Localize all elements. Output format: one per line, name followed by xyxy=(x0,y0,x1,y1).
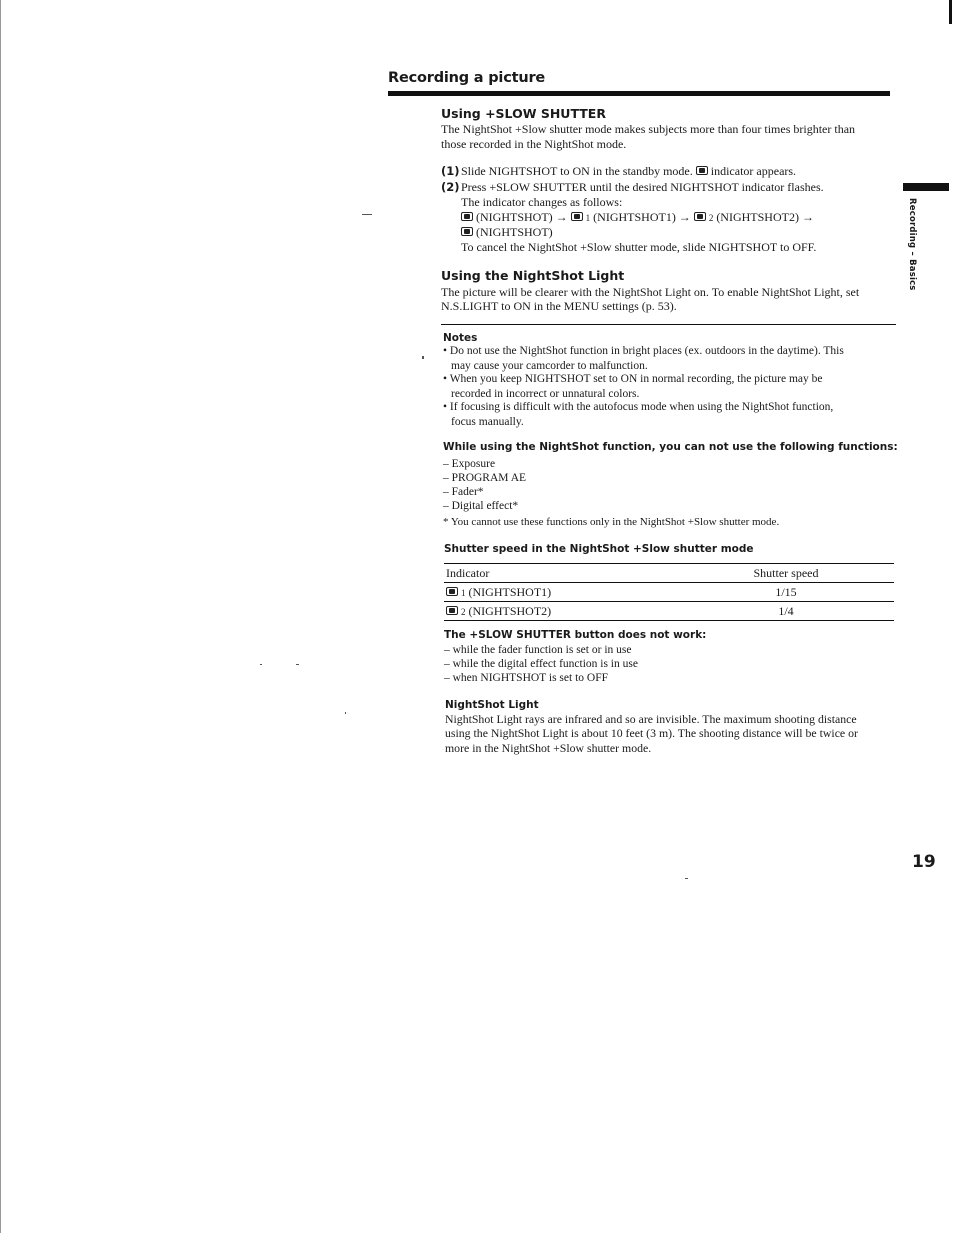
restrictions-footnote: * You cannot use these functions only in the NightShot +Slow shutter mode. xyxy=(443,516,780,528)
nightshot-light-line-2: N.S.LIGHT to ON in the MENU settings (p. 53). xyxy=(441,299,677,313)
restriction-item: – Digital effect* xyxy=(443,500,519,512)
light-info-heading: NightShot Light xyxy=(445,699,539,711)
seq-2-sub: 1 xyxy=(585,213,591,223)
seq-3: (NIGHTSHOT2) → xyxy=(716,210,814,224)
speed-cell: 1/15 xyxy=(678,583,894,602)
not-work-item: – while the digital effect function is in use xyxy=(444,658,638,670)
nightshot1-indicator-icon xyxy=(571,212,583,221)
note-line-1: Do not use the NightShot function in bright places (ex. outdoors in the daytime). This xyxy=(449,345,844,357)
bullet: • xyxy=(443,373,448,385)
nightshot2-indicator-icon xyxy=(694,212,706,221)
step-2 xyxy=(441,180,824,195)
step-1 xyxy=(441,164,796,179)
nightshot-indicator-icon xyxy=(696,166,708,175)
step-1-text-a: Slide NIGHTSHOT to ON in the standby mode. xyxy=(461,164,693,178)
table-row xyxy=(444,602,894,621)
restriction-item: – Exposure xyxy=(443,458,496,470)
nightshot-indicator-icon xyxy=(461,227,473,236)
restrictions-heading: While using the NightShot function, you can not use the following functions: xyxy=(443,441,898,453)
section-title: Recording a picture xyxy=(388,70,546,86)
indicator-label: (NIGHTSHOT1) xyxy=(468,585,552,599)
nightshot2-indicator-icon xyxy=(446,606,458,615)
speed-cell: 1/4 xyxy=(678,602,894,621)
restriction-item: – Fader* xyxy=(443,486,484,498)
col-indicator-header: Indicator xyxy=(444,564,678,583)
indicator-cell xyxy=(444,583,678,602)
bullet: • xyxy=(443,345,448,357)
seq-3-sub: 2 xyxy=(708,213,714,223)
scan-speck xyxy=(296,664,299,665)
shutter-speed-table xyxy=(444,563,894,621)
indicator-sequence-end xyxy=(461,225,553,240)
note-item xyxy=(443,344,893,373)
page-number: 19 xyxy=(912,852,936,872)
note-item xyxy=(443,372,893,401)
notes-divider xyxy=(441,324,896,325)
indicator-sub: 1 xyxy=(461,588,466,598)
speed-table-heading: Shutter speed in the NightShot +Slow shutter mode xyxy=(444,543,754,555)
indicator-cell xyxy=(444,602,678,621)
scan-speck xyxy=(345,712,346,714)
scan-speck xyxy=(362,214,372,215)
note-line-1: If focusing is difficult with the autofocus mode when using the NightShot function, xyxy=(449,401,834,413)
restriction-item: – PROGRAM AE xyxy=(443,472,527,484)
section-rule xyxy=(388,91,890,96)
note-line-2: may cause your camcorder to malfunction. xyxy=(451,359,648,372)
indicator-label: (NIGHTSHOT2) xyxy=(468,604,552,618)
scan-speck xyxy=(260,664,262,665)
bullet: • xyxy=(443,401,448,413)
light-info-line-1: NightShot Light rays are infrared and so are invisible. The maximum shooting distance xyxy=(445,712,857,726)
step-2-sub: The indicator changes as follows: xyxy=(461,195,623,209)
step-1-text-b: indicator appears. xyxy=(710,164,797,178)
indicator-sub: 2 xyxy=(461,607,466,617)
indicator-sequence xyxy=(461,210,814,226)
not-work-item: – while the fader function is set or in use xyxy=(444,644,632,656)
note-line-2: recorded in incorrect or unnatural colors. xyxy=(451,387,640,400)
note-line-2: focus manually. xyxy=(451,415,524,428)
table-header-row xyxy=(444,564,894,583)
scan-speck xyxy=(422,356,424,359)
light-info-line-3: more in the NightShot +Slow shutter mode. xyxy=(445,741,652,755)
side-tab-label: Recording – Basics xyxy=(907,198,917,291)
scan-speck xyxy=(685,878,688,879)
step-1-number: (1) xyxy=(441,164,460,178)
col-speed-header: Shutter speed xyxy=(678,564,894,583)
nightshot-light-heading: Using the NightShot Light xyxy=(441,268,625,283)
slow-shutter-heading: Using +SLOW SHUTTER xyxy=(441,106,606,121)
crop-mark xyxy=(949,0,952,24)
not-work-item: – when NIGHTSHOT is set to OFF xyxy=(444,672,608,684)
nightshot-indicator-icon xyxy=(461,212,473,221)
seq-2: (NIGHTSHOT1) → xyxy=(593,210,691,224)
scan-edge xyxy=(0,0,1,1233)
step-2-text: Press +SLOW SHUTTER until the desired NIGHTSHOT indicator flashes. xyxy=(461,180,824,194)
light-info-line-2: using the NightShot Light is about 10 feet (3 m). The shooting distance will be twice or xyxy=(445,726,858,740)
step-2-number: (2) xyxy=(441,180,460,194)
side-tab-bar xyxy=(903,183,949,191)
note-line-1: When you keep NIGHTSHOT set to ON in normal recording, the picture may be xyxy=(449,373,823,385)
slow-shutter-intro-1: The NightShot +Slow shutter mode makes subjects more than four times brighter than xyxy=(441,122,856,136)
seq-4: (NIGHTSHOT) xyxy=(476,225,553,239)
table-row xyxy=(444,583,894,602)
slow-shutter-intro-2: those recorded in the NightShot mode. xyxy=(441,137,627,151)
cancel-instructions: To cancel the NightShot +Slow shutter mode, slide NIGHTSHOT to OFF. xyxy=(461,240,817,254)
seq-1: (NIGHTSHOT) → xyxy=(476,210,568,224)
notes-heading: Notes xyxy=(443,332,478,344)
nightshot-light-line-1: The picture will be clearer with the NightShot Light on. To enable NightShot Light, set xyxy=(441,285,860,299)
not-work-heading: The +SLOW SHUTTER button does not work: xyxy=(444,629,707,641)
note-item xyxy=(443,400,893,429)
nightshot1-indicator-icon xyxy=(446,587,458,596)
